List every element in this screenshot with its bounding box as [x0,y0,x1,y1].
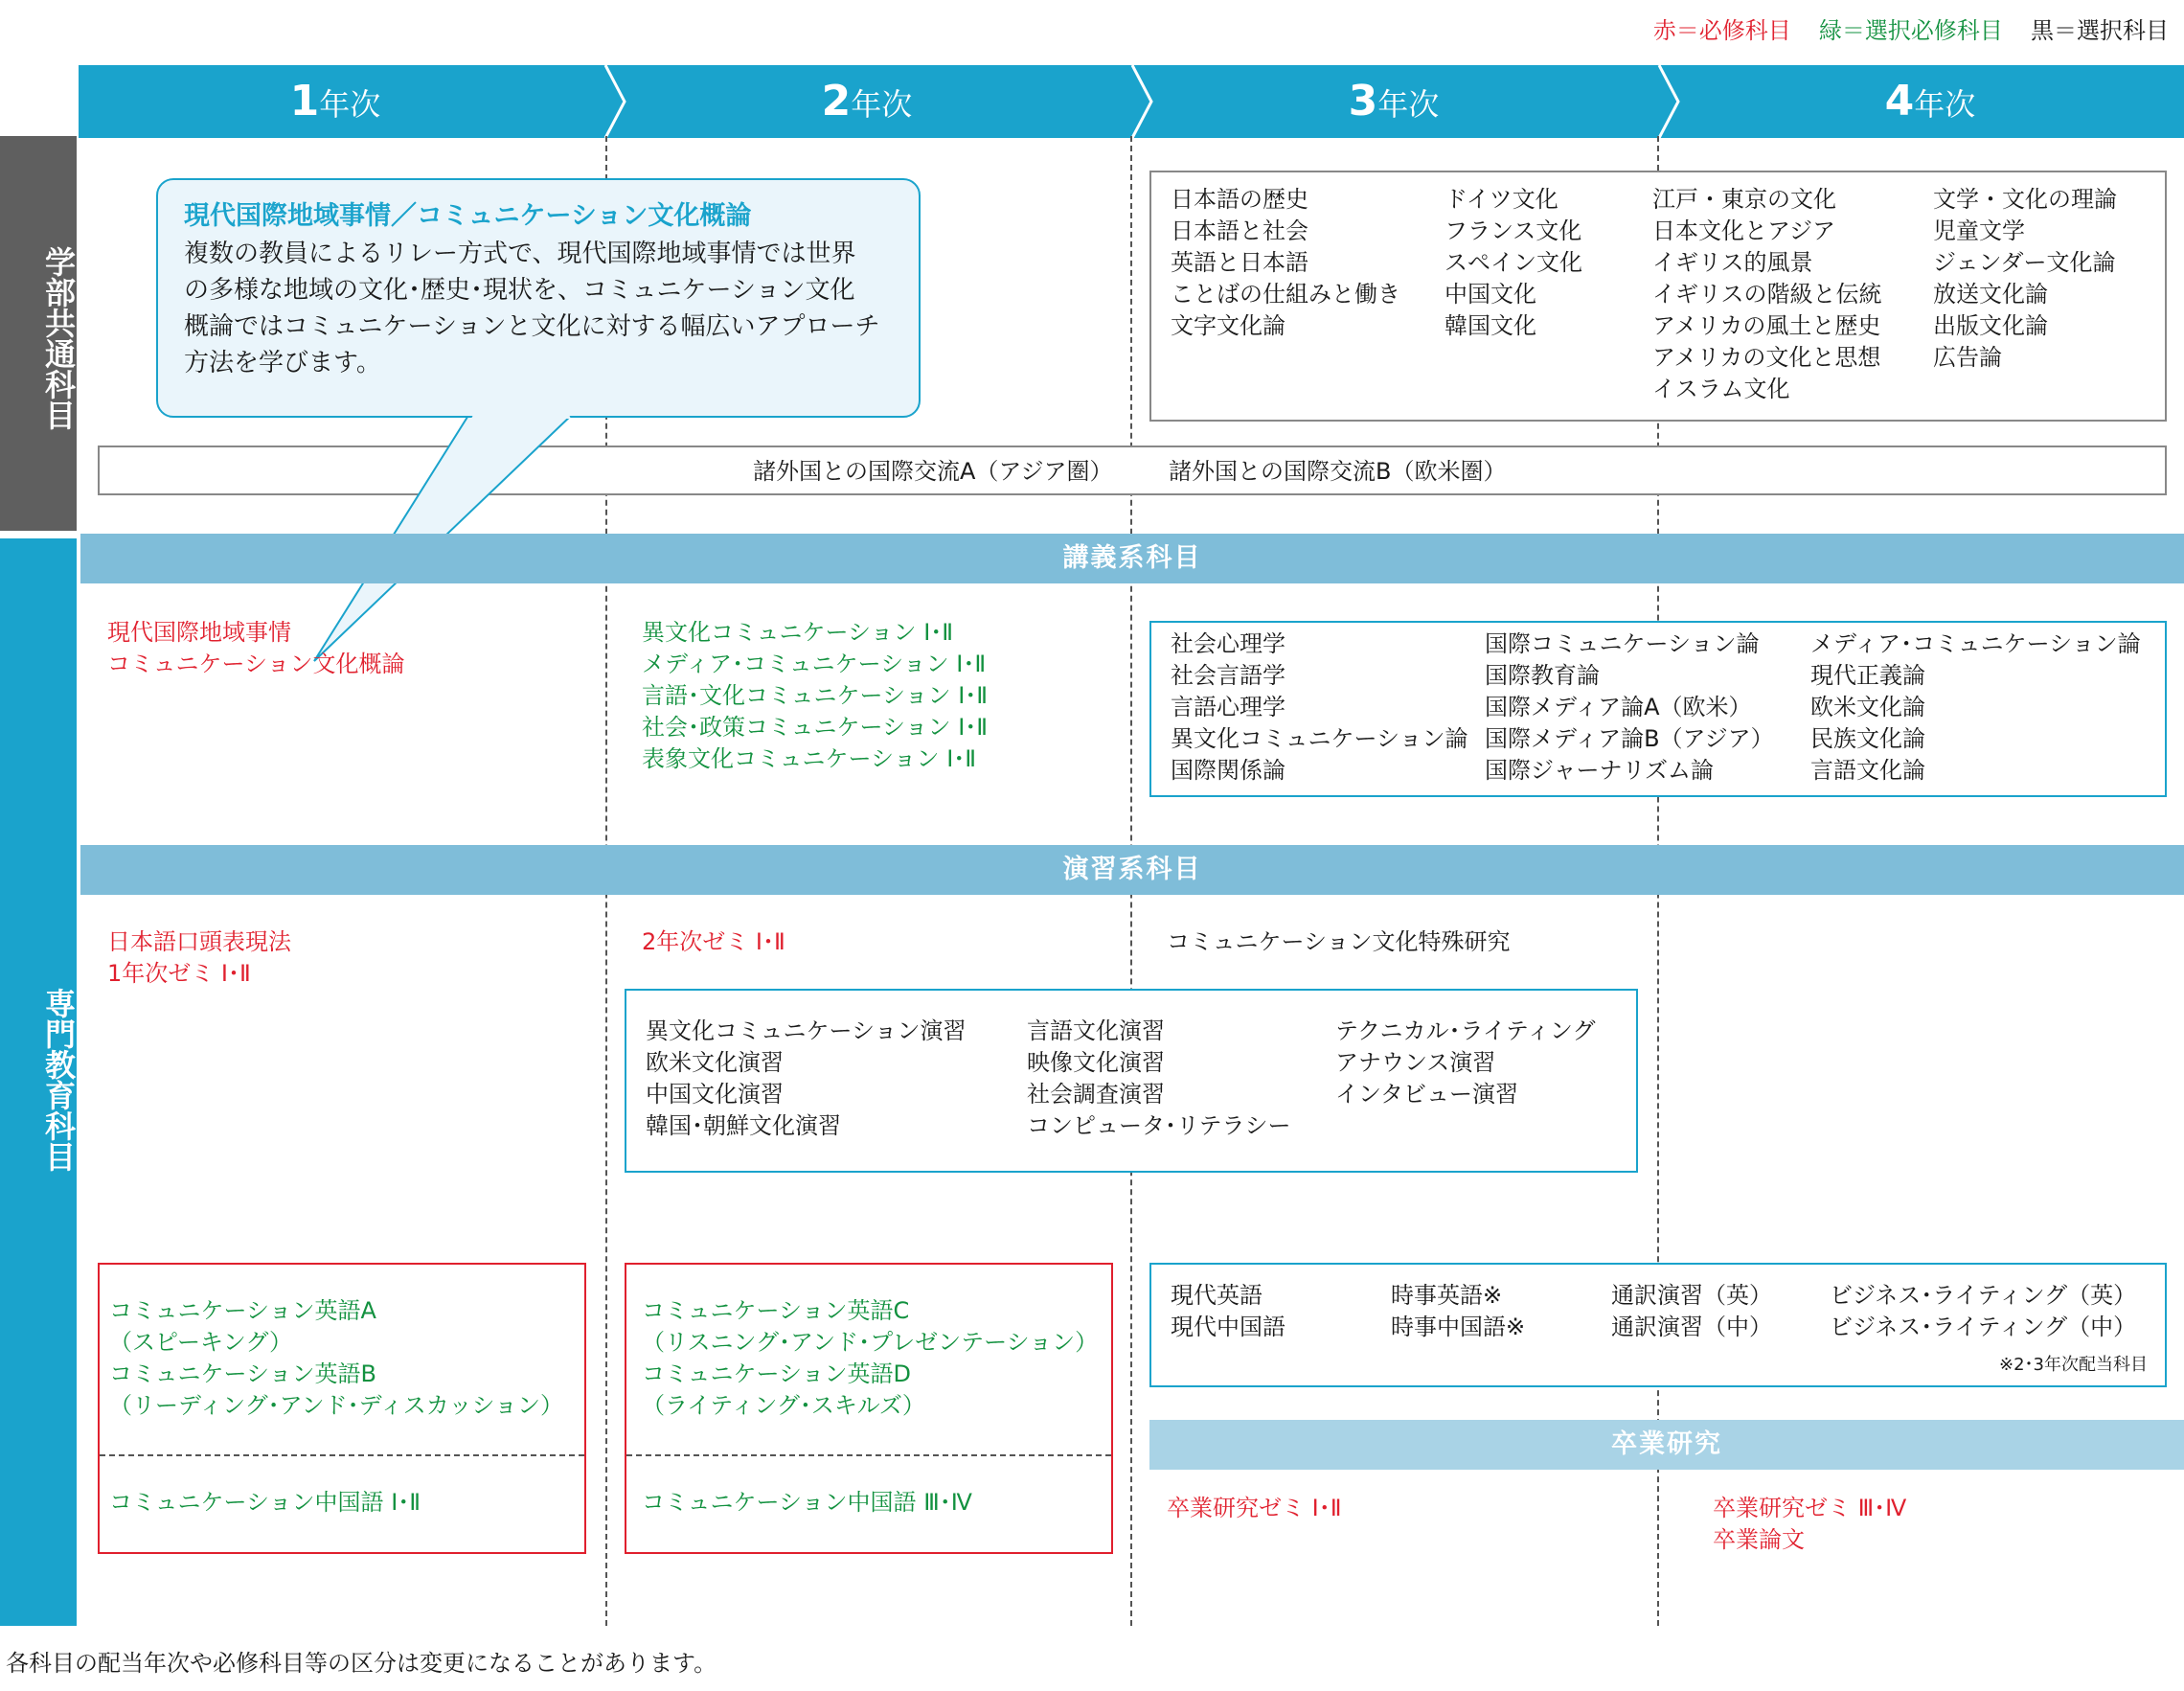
language-year1-chinese: コミュニケーション中国語 Ⅰ･Ⅱ [109,1489,421,1516]
lecture-subject: メディア･コミュニケーション論 [1810,630,2141,657]
graduation-year4 [1713,1493,1906,1556]
year-2-num: 2 [821,77,852,126]
seminar-box-col-1 [646,1016,967,1142]
seminar-box-col-2 [1027,1016,1291,1142]
common-subject: アメリカの文化と思想 [1652,344,1881,371]
common-subject: 韓国文化 [1445,312,1536,339]
lecture-subject: 表象文化コミュニケーション Ⅰ･Ⅱ [642,745,977,772]
lecture-subject: 現代正義論 [1810,662,1925,689]
common-subject: 放送文化論 [1933,281,2048,308]
language-subject: 時事英語※ [1391,1282,1503,1309]
common-subject: イギリスの階級と伝統 [1652,281,1882,308]
lecture-year2 [642,617,988,775]
language-year1 [109,1295,563,1422]
seminar-subject: 韓国･朝鮮文化演習 [646,1112,841,1139]
seminar-subject: 中国文化演習 [646,1081,784,1108]
common-upper-col-1 [1171,184,1400,342]
language-year2 [642,1295,1098,1422]
exchange-a: 諸外国との国際交流A（アジア圏） [753,458,1113,485]
year-2-suffix: 年次 [851,86,913,123]
common-subject: 日本語の歴史 [1171,186,1308,213]
seminar-subject: 欧米文化演習 [646,1049,784,1076]
language-upper-col-4 [1830,1280,2136,1343]
callout-line: の多様な地域の文化･歴史･現状を、コミュニケーション文化 [184,276,855,305]
legend-required: 赤＝必修科目 [1652,17,1791,44]
lecture-upper-col-2 [1485,628,1774,787]
lecture-subject: 社会言語学 [1171,662,1285,689]
year-1-num: 1 [289,77,320,126]
language-subject: 通訳演習（英） [1611,1282,1772,1309]
lecture-subject: 民族文化論 [1810,725,1925,752]
lecture-subject: メディア･コミュニケーション Ⅰ･Ⅱ [642,651,987,677]
year-4-suffix: 年次 [1914,86,1976,123]
language-subject: コミュニケーション英語D [642,1360,912,1387]
seminar-box-col-3 [1335,1016,1595,1110]
language-subject: コミュニケーション英語C [642,1297,910,1324]
common-subject: スペイン文化 [1445,249,1582,276]
seminar-subject: コンピュータ･リテラシー [1027,1112,1291,1139]
language-subject: ビジネス･ライティング（英） [1830,1282,2137,1309]
lecture-subject: 異文化コミュニケーション論 [1171,725,1468,752]
lecture-subject: 言語文化論 [1810,757,1925,784]
seminar-subject: 社会調査演習 [1027,1081,1165,1108]
seminar-subject: インタビュー演習 [1335,1081,1519,1108]
exchange-b: 諸外国との国際交流B（欧米圏） [1169,458,1507,485]
lecture-subject: 国際メディア論A（欧米） [1485,694,1752,720]
common-subject: 日本文化とアジア [1652,217,1836,244]
common-subject: 中国文化 [1445,281,1536,308]
common-subject: フランス文化 [1445,217,1582,244]
common-subject: 出版文化論 [1933,312,2048,339]
language-year1-divider [100,1454,584,1456]
language-subject: （スピーキング） [109,1329,293,1356]
lecture-subject: コミュニケーション文化概論 [107,651,405,677]
year-2-header [771,65,963,138]
graduation-year3: 卒業研究ゼミ Ⅰ･Ⅱ [1167,1495,1342,1521]
year-3-suffix: 年次 [1377,86,1440,123]
common-subject: ドイツ文化 [1445,186,1558,213]
language-year2-divider [626,1454,1111,1456]
common-subject: 児童文学 [1933,217,2025,244]
lecture-subject: 国際メディア論B（アジア） [1485,725,1774,752]
common-section-label: 学部共通科目 [40,246,77,430]
language-subject: 現代英語 [1171,1282,1263,1309]
seminar-subject: 映像文化演習 [1027,1049,1165,1076]
language-year2-chinese: コミュニケーション中国語 Ⅲ･Ⅳ [642,1489,972,1516]
seminar-subject: 2年次ゼミ Ⅰ･Ⅱ [642,928,785,955]
language-upper-col-3 [1611,1280,1772,1343]
language-subject: （リーディング･アンド･ディスカッション） [109,1392,563,1419]
common-subject: 江戸・東京の文化 [1652,186,1836,213]
lecture-subject: 現代国際地域事情 [107,619,291,646]
common-subject: イスラム文化 [1652,376,1790,402]
graduation-subject: 卒業研究ゼミ Ⅲ･Ⅳ [1713,1495,1907,1521]
lecture-subject: 社会心理学 [1171,630,1285,657]
common-upper-col-2 [1445,184,1582,342]
language-subject: コミュニケーション英語B [109,1360,377,1387]
seminar-year2 [642,926,785,958]
callout-line: 概論ではコミュニケーションと文化に対する幅広いアプローチ [184,312,880,341]
lecture-subject: 社会･政策コミュニケーション Ⅰ･Ⅱ [642,714,989,741]
seminar-band: 演習系科目 [80,845,2184,895]
callout-title: 現代国際地域事情／コミュニケーション文化概論 [184,201,752,231]
common-subject: イギリス的風景 [1652,249,1813,276]
language-subject: 時事中国語※ [1391,1314,1526,1340]
graduation-subject: 卒業論文 [1713,1526,1805,1553]
common-subject: 文字文化論 [1171,312,1285,339]
year-3-num: 3 [1348,77,1378,126]
year-3-header [1298,65,1490,138]
common-subject: 英語と日本語 [1171,249,1308,276]
lecture-year1 [107,617,405,680]
common-upper-col-3 [1652,184,1882,405]
language-subject: コミュニケーション英語A [109,1297,376,1324]
lecture-subject: 言語･文化コミュニケーション Ⅰ･Ⅱ [642,682,989,709]
lecture-subject: 国際ジャーナリズム論 [1485,757,1715,784]
language-upper-col-1 [1171,1280,1285,1343]
seminar-subject: テクニカル･ライティング [1335,1017,1596,1044]
language-note: ※2･3年次配当科目 [1999,1355,2148,1375]
seminar-subject: 1年次ゼミ Ⅰ･Ⅱ [107,960,251,987]
language-subject: 現代中国語 [1171,1314,1285,1340]
language-subject: （リスニング･アンド･プレゼンテーション） [642,1329,1099,1356]
lecture-subject: 異文化コミュニケーション Ⅰ･Ⅱ [642,619,954,646]
seminar-year1 [107,926,291,990]
language-subject: 通訳演習（中） [1611,1314,1772,1340]
callout-line: 方法を学びます。 [184,349,381,377]
common-subject: アメリカの風土と歴史 [1652,312,1881,339]
language-subject: （ライティング･スキルズ） [642,1392,925,1419]
seminar-subject: アナウンス演習 [1335,1049,1496,1076]
footnote: 各科目の配当年次や必修科目等の区分は変更になることがあります。 [6,1650,717,1677]
legend-elective: 黒＝選択科目 [2031,17,2169,44]
seminar-subject: 言語文化演習 [1027,1017,1165,1044]
callout-line: 複数の教員によるリレー方式で、現代国際地域事情では世界 [184,240,856,268]
specialized-section-label: 専門教育科目 [40,988,77,1172]
lecture-subject: 欧米文化論 [1810,694,1925,720]
lecture-subject: 国際関係論 [1171,757,1285,784]
year-1-suffix: 年次 [319,86,381,123]
lecture-subject: 国際教育論 [1485,662,1600,689]
common-subject: 広告論 [1933,344,2002,371]
lecture-subject: 言語心理学 [1171,694,1285,720]
seminar-special: コミュニケーション文化特殊研究 [1167,928,1511,955]
common-subject: 文学・文化の理論 [1933,186,2117,213]
legend-selective-required: 緑＝選択必修科目 [1818,17,2003,44]
seminar-subject: 日本語口頭表現法 [107,928,291,955]
common-upper-col-4 [1933,184,2117,374]
lecture-upper-col-1 [1171,628,1468,787]
language-subject: ビジネス･ライティング（中） [1830,1314,2137,1340]
language-upper-col-2 [1391,1280,1525,1343]
lecture-band: 講義系科目 [80,534,2184,583]
common-subject: ジェンダー文化論 [1933,249,2116,276]
graduation-band: 卒業研究 [1149,1420,2184,1470]
lecture-upper-col-3 [1810,628,2141,787]
year-4-header [1834,65,2026,138]
lecture-subject: 国際コミュニケーション論 [1485,630,1760,657]
callout-content [184,197,912,381]
common-subject: ことばの仕組みと働き [1171,281,1400,308]
seminar-subject: 異文化コミュニケーション演習 [646,1017,967,1044]
year-4-num: 4 [1884,77,1915,126]
common-subject: 日本語と社会 [1171,217,1308,244]
